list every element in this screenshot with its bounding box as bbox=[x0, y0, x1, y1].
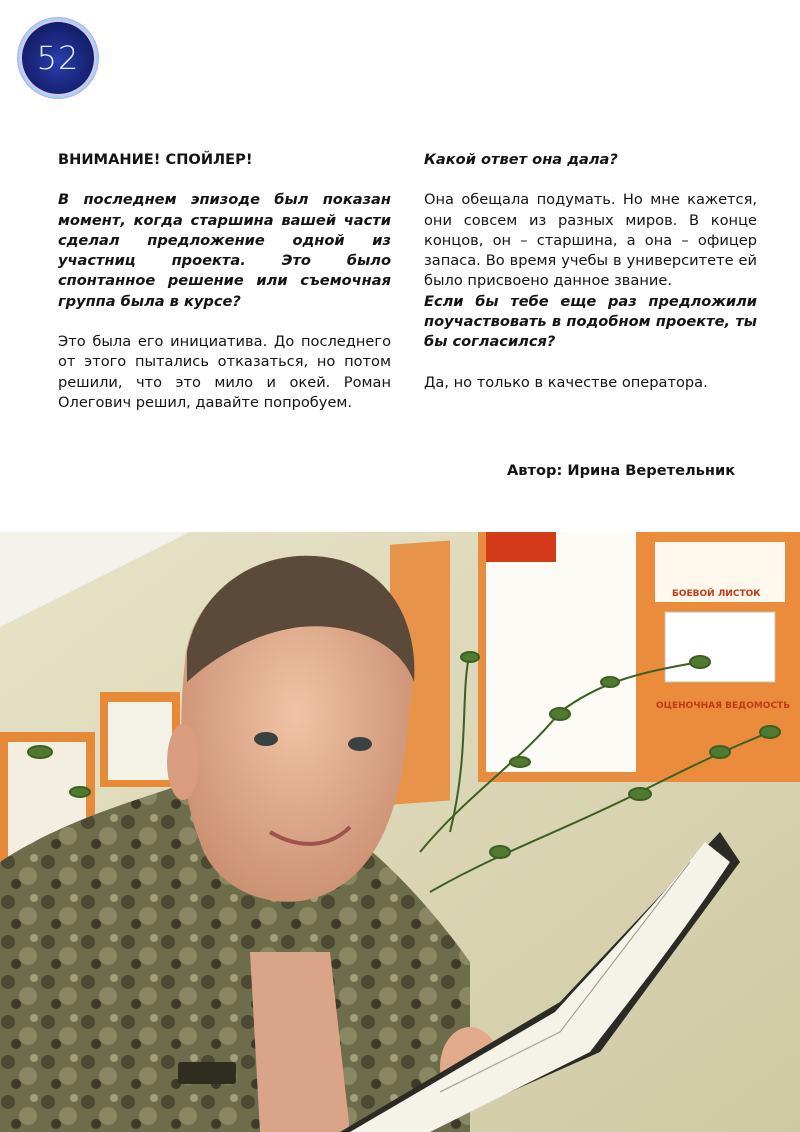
board-label: ОЦЕНОЧНАЯ ВЕДОМОСТЬ bbox=[656, 701, 791, 711]
notice-board bbox=[640, 532, 800, 782]
interview-question: Какой ответ она дала? bbox=[424, 151, 618, 168]
author-credit: Автор: Ирина Веретельник bbox=[507, 462, 736, 479]
interview-answer: Это была его инициатива. До последнего от этого пытались отказаться, но потом решили, что это мило и окей. Роман Олегович решил, давайте попробуем. bbox=[58, 333, 391, 411]
interview-answer: Да, но только в качестве оператора. bbox=[424, 373, 708, 391]
board-label: БОЕВОЙ ЛИСТОК bbox=[672, 589, 761, 599]
right-column bbox=[424, 150, 757, 393]
page-number: 52 bbox=[36, 39, 80, 77]
soldier-photo bbox=[0, 532, 800, 1132]
page-number-badge bbox=[22, 22, 94, 94]
interview-question: Если бы тебе еще раз предложили поучаствовать в подобном проекте, ты бы согласился? bbox=[424, 292, 757, 351]
left-column bbox=[58, 150, 391, 413]
interview-question: В последнем эпизоде был показан момент, когда старшина вашей части сделал предложение одной из участниц проекта. Это было спонтанное решение или съемочная группа была в курсе? bbox=[58, 191, 391, 310]
interview-answer: Она обещала подумать. Но мне кажется, они совсем из разных миров. В конце концов, он – старшина, а она – офицер запаса. Во время учебы в университете ей было присвоено данное звание. bbox=[424, 191, 757, 290]
spoiler-heading: ВНИМАНИЕ! СПОЙЛЕР! bbox=[58, 151, 253, 168]
notice-board bbox=[478, 532, 643, 782]
